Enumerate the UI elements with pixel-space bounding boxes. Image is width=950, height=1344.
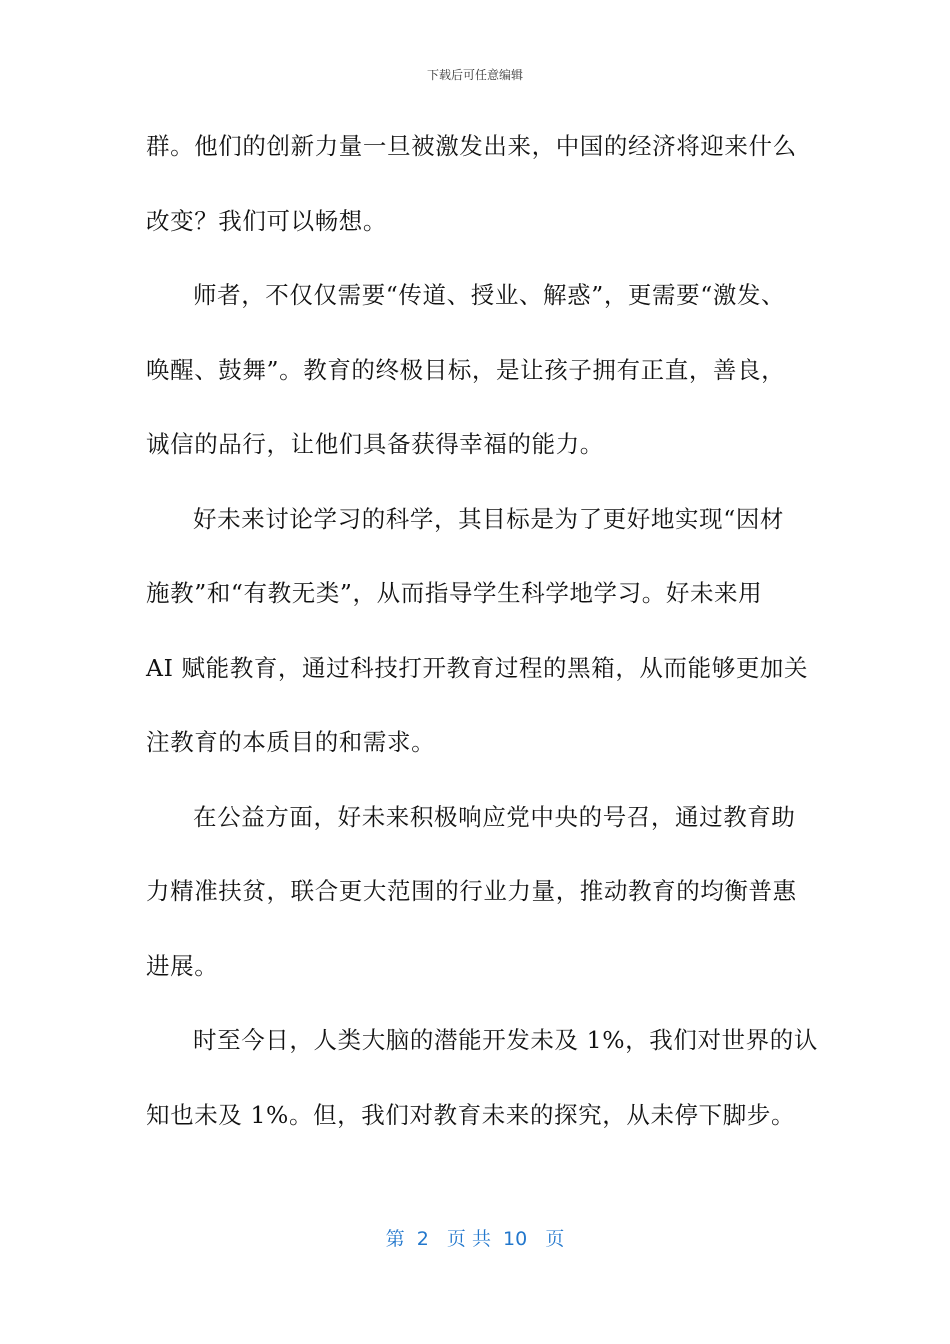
text-line: 进展。: [146, 951, 219, 980]
text-line: 时至今日，人类大脑的潜能开发未及 1%，我们对世界的认: [193, 1026, 818, 1054]
text-line: 改变？我们可以畅想。: [146, 206, 387, 235]
text-line: 力精准扶贫，联合更大范围的行业力量，推动教育的均衡普惠: [146, 877, 797, 905]
text-line: 好未来讨论学习的科学，其目标是为了更好地实现“因材: [193, 504, 785, 533]
text-line: 群。他们的创新力量一旦被激发出来，中国的经济将迎来什么: [146, 132, 797, 160]
body-text: [146, 118, 818, 1161]
page-header: 下载后可任意编辑: [426, 68, 523, 82]
text-line: 诚信的品行，让他们具备获得幸福的能力。: [146, 430, 604, 458]
page-footer: 第 2 页 共 10 页: [385, 1228, 565, 1250]
text-line: AI 赋能教育，通过科技打开教育过程的黑箱，从而能够更加关: [146, 653, 809, 682]
text-line: 唤醒、鼓舞”。教育的终极目标，是让孩子拥有正直，善良，: [146, 355, 786, 384]
text-line: 在公益方面，好未来积极响应党中央的号召，通过教育助: [193, 802, 796, 831]
text-line: 师者，不仅仅需要“传道、授业、解惑”，更需要“激发、: [193, 281, 786, 309]
text-line: 施教”和“有教无类”，从而指导学生科学地学习。好未来用: [146, 579, 763, 607]
text-line: 注教育的本质目的和需求。: [146, 728, 436, 756]
text-line: 知也未及 1%。但，我们对教育未来的探究，从未停下脚步。: [146, 1100, 796, 1129]
